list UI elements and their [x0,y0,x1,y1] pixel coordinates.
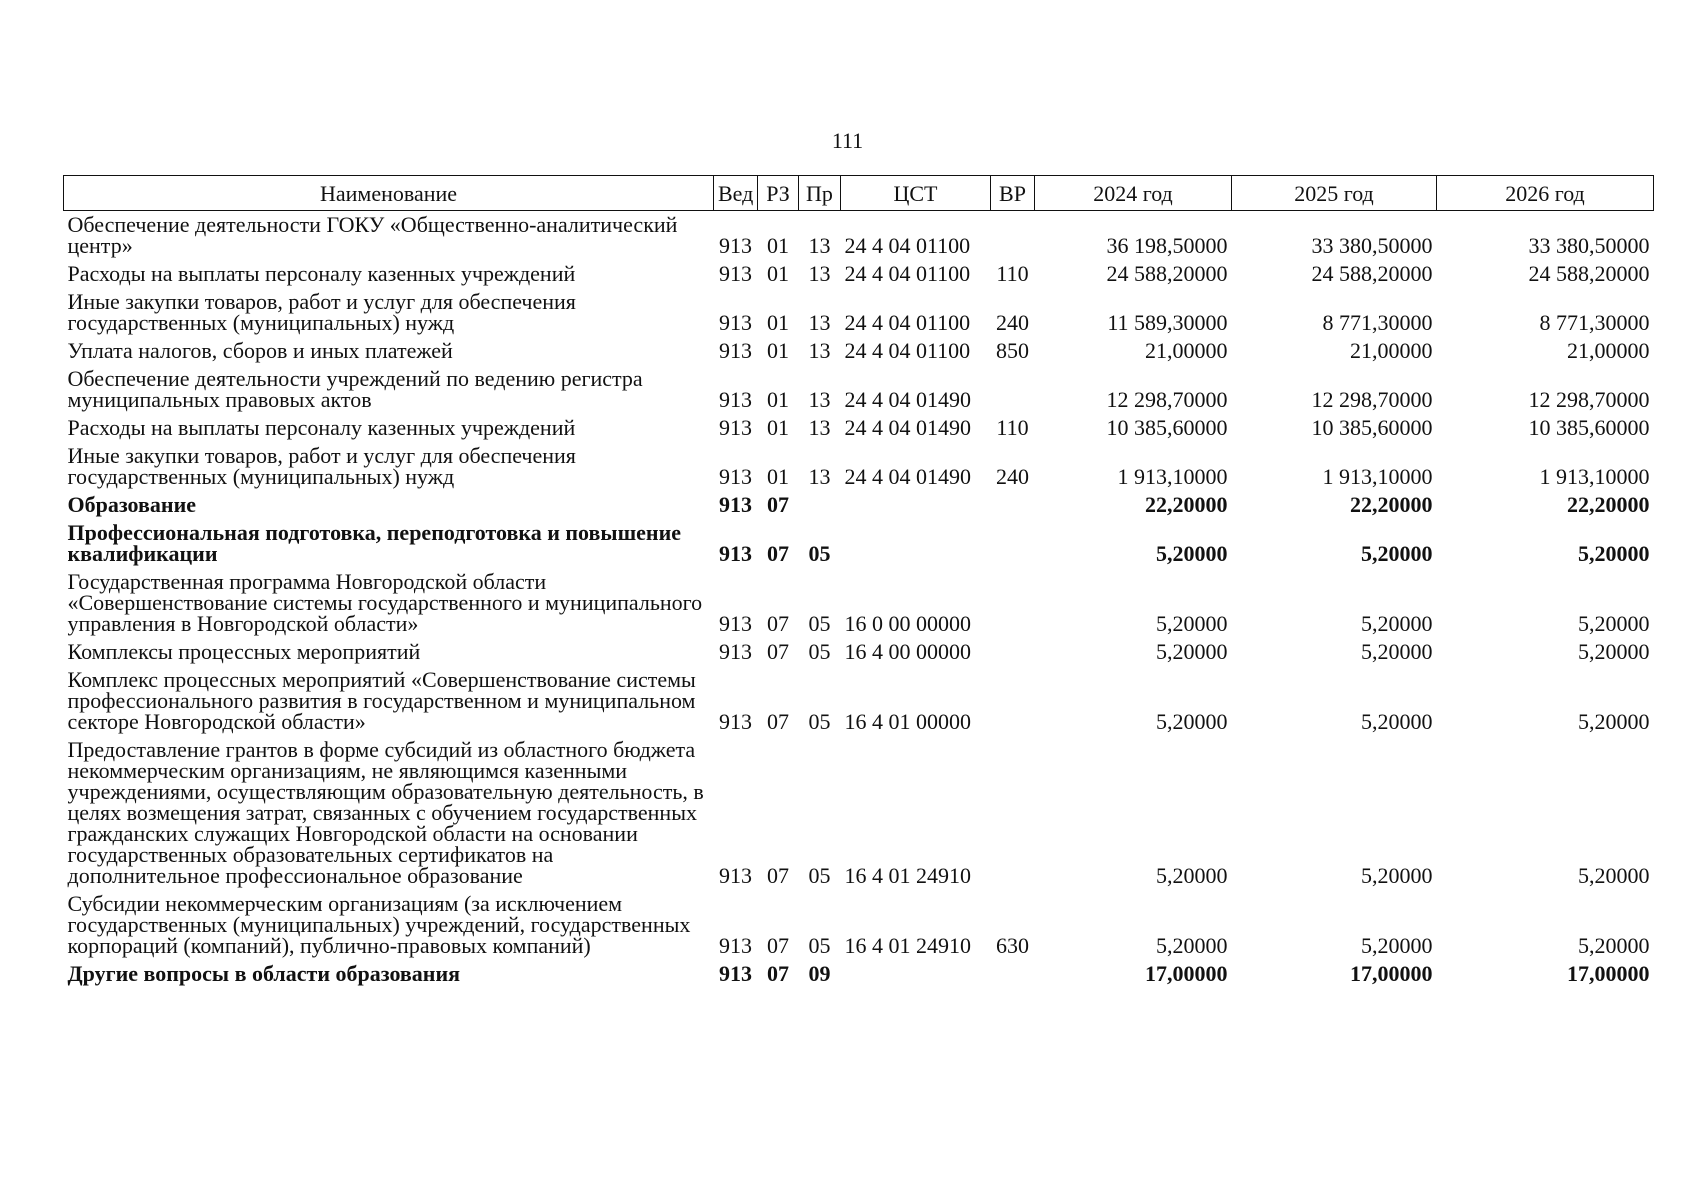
header-rz: РЗ [758,176,799,211]
row-rz: 07 [767,639,789,664]
row-pr: 13 [808,338,831,363]
row-amount-2026: 24 588,20000 [1528,261,1650,286]
row-pr: 05 [808,541,831,566]
header-ved: Вед [714,176,758,211]
row-vr: 110 [996,261,1029,286]
row-amount-2026: 17,00000 [1567,961,1650,986]
row-vr: 630 [996,933,1029,958]
row-pr: 13 [808,310,831,335]
row-amount-2024: 17,00000 [1145,961,1228,986]
row-pr [799,491,841,519]
row-amount-2024: 5,20000 [1156,541,1228,566]
row-amount-2025: 21,00000 [1350,338,1433,363]
row-vr [991,365,1035,414]
row-amount-2025: 1 913,10000 [1322,464,1433,489]
row-amount-2026: 5,20000 [1578,639,1650,664]
row-amount-2025: 5,20000 [1361,541,1433,566]
row-cst [841,491,991,519]
row-amount-2025: 5,20000 [1361,639,1433,664]
budget-table [63,175,1654,988]
row-vr [991,491,1035,519]
row-cst [841,960,991,988]
row-amount-2024: 1 913,10000 [1117,464,1228,489]
row-ved: 913 [719,464,752,489]
table-row [64,414,1654,442]
row-name: Уплата налогов, сборов и иных платежей [67,338,453,363]
table-row [64,519,1654,568]
row-amount-2025: 10 385,60000 [1311,415,1433,440]
row-amount-2026: 22,20000 [1567,492,1650,517]
row-vr [991,736,1035,890]
header-pr: Пр [799,176,841,211]
table-row [64,337,1654,365]
row-vr: 240 [996,464,1029,489]
page-number: 111 [831,128,864,153]
row-name: Расходы на выплаты персоналу казенных учреждений [67,261,576,286]
row-amount-2024: 12 298,70000 [1106,387,1228,412]
row-amount-2025: 22,20000 [1350,492,1433,517]
row-vr: 240 [996,310,1029,335]
row-cst: 24 4 04 01100 [844,338,971,363]
row-ved: 913 [719,233,752,258]
row-cst [841,519,991,568]
row-amount-2025: 5,20000 [1361,933,1433,958]
row-amount-2026: 10 385,60000 [1528,415,1650,440]
header-2024: 2024 год [1035,176,1232,211]
table-row [64,260,1654,288]
row-cst: 24 4 04 01490 [844,415,971,440]
table-row [64,960,1654,988]
row-amount-2024: 36 198,50000 [1106,233,1228,258]
row-ved: 913 [719,611,752,636]
row-vr [991,666,1035,736]
row-cst: 24 4 04 01100 [844,261,971,286]
table-row [64,736,1654,890]
row-rz: 07 [767,961,789,986]
table-row [64,638,1654,666]
row-pr: 13 [808,233,831,258]
row-vr [991,211,1035,261]
row-amount-2026: 5,20000 [1578,541,1650,566]
row-amount-2025: 5,20000 [1361,709,1433,734]
row-rz: 07 [767,709,789,734]
row-rz: 01 [767,387,789,412]
row-pr: 05 [808,863,831,888]
table-row [64,890,1654,960]
row-name: Комплекс процессных мероприятий «Совершенствование системы профессионального развития в государственном и муниципальном секторе Новгородской области» [67,667,696,734]
row-amount-2026: 12 298,70000 [1528,387,1650,412]
row-amount-2026: 8 771,30000 [1539,310,1650,335]
row-amount-2026: 1 913,10000 [1539,464,1650,489]
row-amount-2024: 24 588,20000 [1106,261,1228,286]
row-name: Профессиональная подготовка, переподготовка и повышение квалификации [67,520,682,566]
row-cst: 16 0 00 00000 [844,611,971,636]
table-row [64,491,1654,519]
row-name: Расходы на выплаты персоналу казенных учреждений [67,415,576,440]
row-vr: 110 [996,415,1029,440]
row-cst: 24 4 04 01490 [844,464,971,489]
row-vr [991,568,1035,638]
row-amount-2026: 5,20000 [1578,709,1650,734]
row-cst: 24 4 04 01100 [844,233,971,258]
row-pr: 13 [808,464,831,489]
row-amount-2026: 21,00000 [1567,338,1650,363]
row-rz: 01 [767,338,789,363]
row-pr: 05 [808,611,831,636]
row-amount-2024: 5,20000 [1156,639,1228,664]
row-cst: 24 4 04 01490 [844,387,971,412]
table-body [64,211,1654,989]
row-rz: 01 [767,464,789,489]
table-row [64,365,1654,414]
row-amount-2025: 33 380,50000 [1311,233,1433,258]
row-name: Предоставление грантов в форме субсидий из областного бюджета некоммерческим организациям, не являющимся казенными учреждениями, осуществляющим образовательную деятельность, в целях возмещения затрат, связанных с обучением государственных гражданских служащих Новгородской области на основании государственных образовательных сертификатов на дополнительное профессиональное образование [67,737,704,888]
row-amount-2026: 5,20000 [1578,863,1650,888]
row-ved: 913 [719,415,752,440]
row-ved: 913 [719,961,752,986]
row-amount-2024: 5,20000 [1156,611,1228,636]
row-pr: 09 [808,961,831,986]
row-name: Государственная программа Новгородской области «Совершенствование системы государственного и муниципального управления в Новгородской области» [67,569,703,636]
row-rz: 07 [767,611,789,636]
row-amount-2024: 10 385,60000 [1106,415,1228,440]
row-pr: 05 [808,639,831,664]
row-cst: 24 4 04 01100 [844,310,971,335]
row-ved: 913 [719,863,752,888]
row-ved: 913 [719,639,752,664]
row-name: Обеспечение деятельности учреждений по ведению регистра муниципальных правовых актов [67,366,643,412]
row-cst: 16 4 01 24910 [844,933,971,958]
row-amount-2024: 11 589,30000 [1107,310,1228,335]
row-rz: 01 [767,310,789,335]
row-ved: 913 [719,338,752,363]
row-ved: 913 [719,541,752,566]
row-amount-2026: 5,20000 [1578,611,1650,636]
row-vr [991,638,1035,666]
row-name: Обеспечение деятельности ГОКУ «Общественно-аналитический центр» [67,212,678,258]
row-cst: 16 4 01 00000 [844,709,971,734]
row-cst: 16 4 01 24910 [844,863,971,888]
table-header-row [64,176,1654,211]
row-amount-2025: 17,00000 [1350,961,1433,986]
header-vr: ВР [991,176,1035,211]
row-amount-2025: 5,20000 [1361,863,1433,888]
row-amount-2024: 5,20000 [1156,709,1228,734]
row-amount-2024: 22,20000 [1145,492,1228,517]
table-row [64,442,1654,491]
row-ved: 913 [719,387,752,412]
row-rz: 07 [767,863,789,888]
row-amount-2025: 8 771,30000 [1322,310,1433,335]
row-name: Комплексы процессных мероприятий [67,639,421,664]
table-row [64,211,1654,261]
row-rz: 07 [767,492,789,517]
row-rz: 01 [767,415,789,440]
row-amount-2025: 24 588,20000 [1311,261,1433,286]
row-ved: 913 [719,709,752,734]
row-pr: 05 [808,709,831,734]
row-name: Субсидии некоммерческим организациям (за исключением государственных (муниципальных) учреждений, государственных корпораций (компаний), публично-правовых компаний) [67,891,691,958]
row-amount-2024: 21,00000 [1145,338,1228,363]
header-2026: 2026 год [1437,176,1654,211]
row-vr: 850 [996,338,1029,363]
row-rz: 01 [767,261,789,286]
row-ved: 913 [719,492,752,517]
table-row [64,568,1654,638]
row-rz: 07 [767,541,789,566]
row-name: Образование [67,492,197,517]
row-rz: 07 [767,933,789,958]
row-ved: 913 [719,261,752,286]
row-vr [991,519,1035,568]
row-name: Иные закупки товаров, работ и услуг для обеспечения государственных (муниципальных) нужд [67,289,576,335]
row-pr: 13 [808,387,831,412]
row-name: Иные закупки товаров, работ и услуг для обеспечения государственных (муниципальных) нужд [67,443,576,489]
row-pr: 13 [808,261,831,286]
header-name: Наименование [64,176,714,211]
row-cst: 16 4 00 00000 [844,639,971,664]
header-cst: ЦСТ [841,176,991,211]
row-amount-2026: 33 380,50000 [1528,233,1650,258]
header-2025: 2025 год [1232,176,1437,211]
row-amount-2025: 12 298,70000 [1311,387,1433,412]
table-row [64,288,1654,337]
row-amount-2024: 5,20000 [1156,863,1228,888]
row-vr [991,960,1035,988]
row-pr: 13 [808,415,831,440]
row-ved: 913 [719,933,752,958]
row-amount-2026: 5,20000 [1578,933,1650,958]
row-ved: 913 [719,310,752,335]
row-name: Другие вопросы в области образования [67,961,461,986]
row-pr: 05 [808,933,831,958]
table-row [64,666,1654,736]
row-amount-2024: 5,20000 [1156,933,1228,958]
row-rz: 01 [767,233,789,258]
row-amount-2025: 5,20000 [1361,611,1433,636]
